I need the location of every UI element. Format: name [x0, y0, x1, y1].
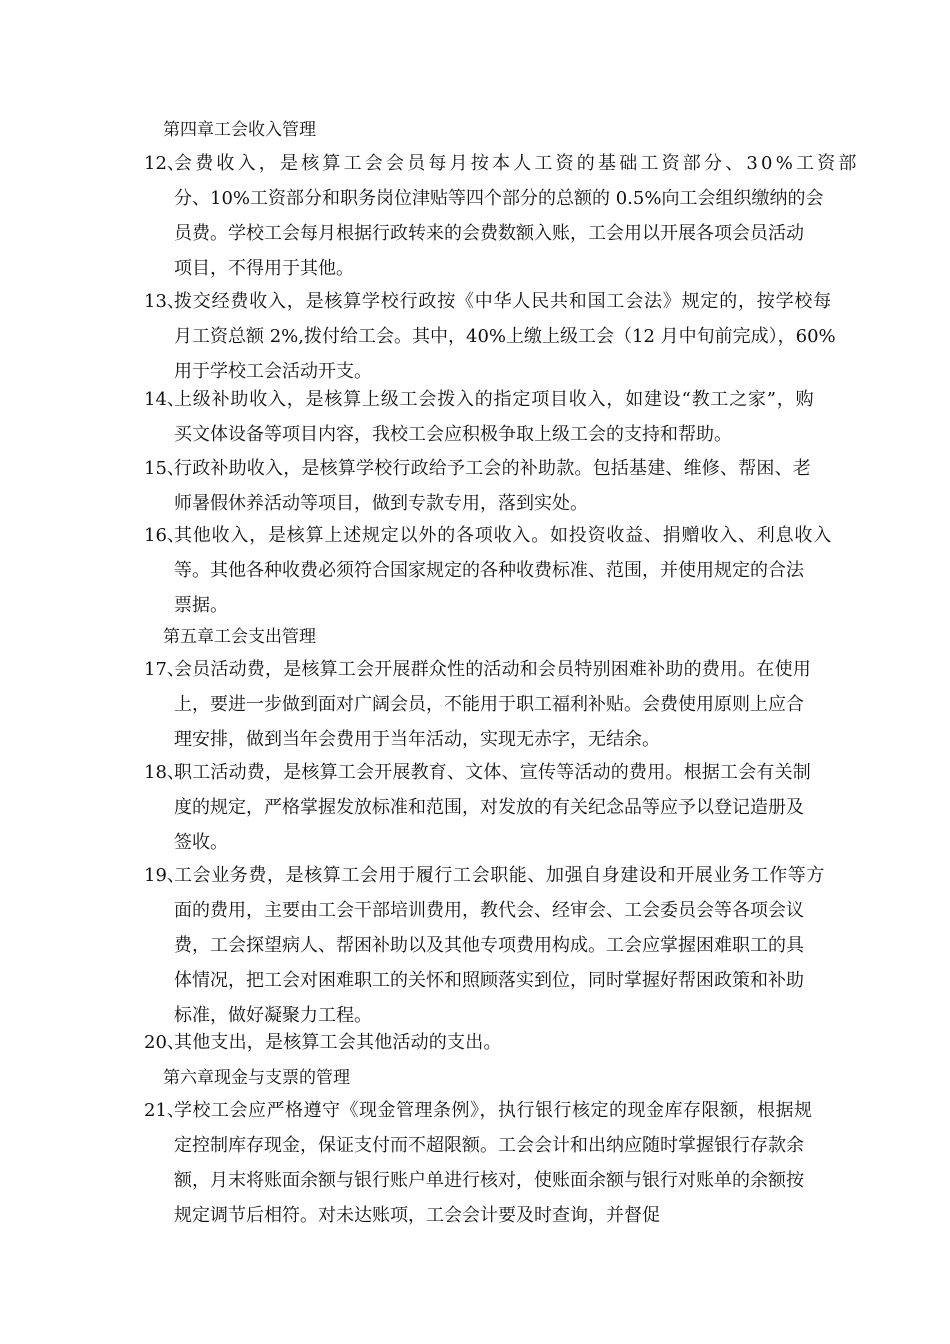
item-number: 12、 [144, 153, 185, 174]
chapter-heading-6: 第六章现金与支票的管理 [163, 1068, 350, 1088]
item-number: 17、 [144, 659, 185, 680]
item-number: 13、 [144, 291, 185, 312]
text-line: 体情况，把工会对困难职工的关怀和照顾落实到位，同时掌握好帮困政策和补助 [174, 970, 804, 991]
text-line: 面的费用，主要由工会干部培训费用，教代会、经审会、工会委员会等各项会议 [174, 900, 804, 921]
text-line: 费，工会探望病人、帮困补助以及其他专项费用构成。工会应掌握困难职工的具 [174, 935, 804, 956]
text-line: 上级补助收入，是核算上级工会拨入的指定项目收入，如建设“教工之家”，购 [174, 389, 815, 410]
item-text [174, 284, 836, 389]
text-line: 会员活动费，是核算工会开展群众性的活动和会员特别困难补助的费用。在使用 [174, 659, 811, 680]
item-18 [144, 755, 824, 860]
item-16 [144, 518, 832, 623]
text-line: 定控制库存现金，保证支付而不超限额。工会会计和出纳应随时掌握银行存款余 [174, 1135, 804, 1156]
item-14 [144, 382, 824, 452]
item-text [174, 1093, 828, 1233]
text-line: 票据。 [174, 595, 228, 616]
text-line: 标准，做好凝聚力工程。 [174, 1005, 372, 1026]
item-15 [144, 451, 824, 521]
text-line: 用于学校工会活动开支。 [174, 361, 372, 382]
item-number: 14、 [144, 389, 185, 410]
text-line: 师暑假休养活动等项目，做到专款专用，落到实处。 [174, 493, 588, 514]
item-number: 21、 [144, 1100, 185, 1121]
text-line: 其他支出，是核算工会其他活动的支出。 [174, 1032, 502, 1053]
item-text [174, 518, 832, 623]
text-line: 规定调节后相符。对未达账项，工会会计要及时查询，并督促 [174, 1205, 660, 1226]
item-12 [144, 146, 860, 286]
item-number: 15、 [144, 458, 185, 479]
text-line: 上，要进一步做到面对广阔会员，不能用于职工福利补贴。会费使用原则上应合 [174, 694, 804, 715]
chapter-heading-5: 第五章工会支出管理 [163, 627, 316, 647]
item-21 [144, 1093, 824, 1233]
item-text [174, 652, 828, 757]
item-13 [144, 284, 836, 389]
text-line: 其他收入，是核算上述规定以外的各项收入。如投资收益、捐赠收入、利息收入 [174, 525, 832, 546]
text-line: 买文体设备等项目内容，我校工会应积极争取上级工会的支持和帮助。 [174, 424, 732, 445]
item-number: 16、 [144, 525, 185, 546]
text-line: 行政补助收入，是核算学校行政给予工会的补助款。包括基建、维修、帮困、老 [174, 458, 811, 479]
item-text [174, 858, 828, 1033]
text-line: 度的规定，严格掌握发放标准和范围，对发放的有关纪念品等应予以登记造册及 [174, 797, 804, 818]
text-line: 项目，不得用于其他。 [174, 258, 354, 279]
text-line: 员费。学校工会每月根据行政转来的会费数额入账，工会用以开展各项会员活动 [174, 223, 804, 244]
text-line: 拨交经费收入，是核算学校行政按《中华人民共和国工会法》规定的，按学校每 [174, 291, 832, 312]
item-text [174, 382, 828, 452]
item-19 [144, 858, 824, 1033]
item-number: 19、 [144, 865, 185, 886]
item-20 [144, 1025, 824, 1060]
text-line: 分、10%工资部分和职务岗位津贴等四个部分的总额的 0.5%向工会组织缴纳的会 [174, 188, 824, 209]
item-number: 18、 [144, 762, 185, 783]
text-line: 月工资总额 2%,拨付给工会。其中，40%上缴上级工会（12 月中旬前完成），60% [174, 326, 836, 347]
text-line: 理安排，做到当年会费用于当年活动，实现无赤字，无结余。 [174, 729, 660, 750]
item-text [174, 1025, 828, 1060]
item-text [174, 755, 828, 860]
text-line: 会费收入，是核算工会会员每月按本人工资的基础工资部分、30%工资部 [174, 153, 860, 174]
item-text [174, 451, 828, 521]
item-text [174, 146, 860, 286]
item-17 [144, 652, 824, 757]
text-line: 额，月末将账面余额与银行账户单进行核对，使账面余额与银行对账单的余额按 [174, 1170, 804, 1191]
text-line: 学校工会应严格遵守《现金管理条例》，执行银行核定的现金库存限额，根据规 [174, 1100, 813, 1121]
text-line: 签收。 [174, 832, 228, 853]
chapter-heading-4: 第四章工会收入管理 [163, 120, 316, 140]
text-line: 工会业务费，是核算工会用于履行工会职能、加强自身建设和开展业务工作等方 [174, 865, 825, 886]
text-line: 职工活动费，是核算工会开展教育、文体、宣传等活动的费用。根据工会有关制 [174, 762, 811, 783]
text-line: 等。其他各种收费必须符合国家规定的各种收费标准、范围，并使用规定的合法 [174, 560, 804, 581]
item-number: 20、 [144, 1032, 185, 1053]
